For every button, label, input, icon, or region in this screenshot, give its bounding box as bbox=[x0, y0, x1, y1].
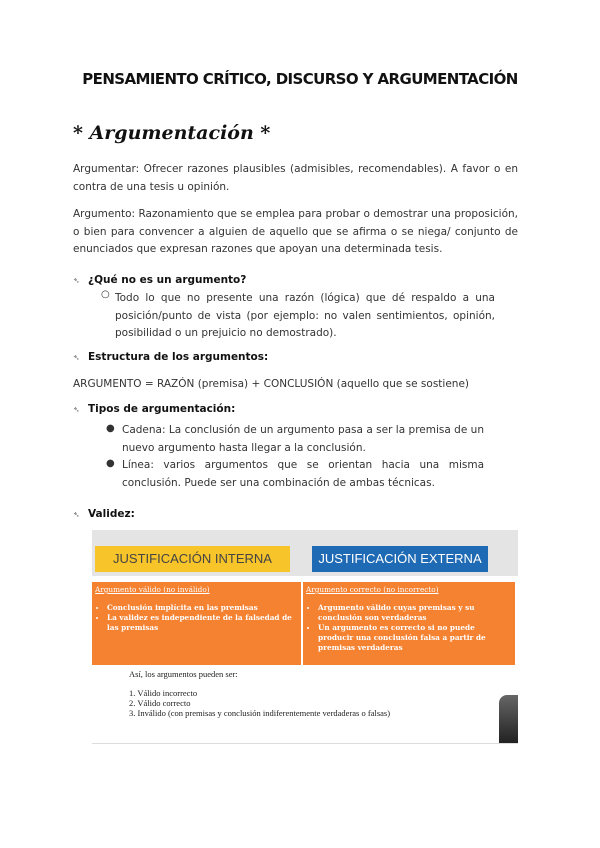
heading-validez: Validez: bbox=[88, 508, 135, 520]
formula: ARGUMENTO = RAZÓN (premisa) + CONCLUSIÓN (aquello que se sostiene) bbox=[73, 378, 470, 390]
cell-header: Argumento válido (no inválido) bbox=[95, 585, 210, 594]
correct-argument-cell bbox=[303, 582, 515, 665]
arrow-bullet-icon: ➴ bbox=[73, 405, 80, 414]
internal-justification-label: JUSTIFICACIÓN INTERNA bbox=[95, 546, 290, 572]
disc-bullet-icon: ● bbox=[106, 423, 115, 434]
cell-item: • La validez es independiente de la falsedad de las premisas bbox=[107, 613, 298, 633]
list-item: Cadena: La conclusión de un argumento pasa a ser la premisa de un nuevo argumento hasta llegar a la conclusión. bbox=[122, 424, 484, 454]
list-item: Todo lo que no presente una razón (lógica) que dé respaldo a una posición/punto de vista (por ejemplo: no valen sentimientos, opinión, posibilidad o un prejuicio no demostrado). bbox=[115, 292, 495, 339]
list-item: Válido incorrecto bbox=[137, 688, 198, 698]
cell-item: • Conclusión implícita en las premisas bbox=[107, 603, 298, 613]
cell-item: • Un argumento es correcto si no puede producir una conclusión falsa a partir de premisas verdaderas bbox=[318, 623, 512, 653]
external-justification-label: JUSTIFICACIÓN EXTERNA bbox=[312, 546, 488, 572]
slide-intro: Así, los argumentos pueden ser: bbox=[129, 669, 238, 679]
arrow-bullet-icon: ➴ bbox=[73, 353, 80, 362]
list-item: Válido correcto bbox=[137, 698, 191, 708]
valid-argument-cell bbox=[92, 582, 301, 665]
slide-list: 1. Válido incorrecto 2. Válido correcto 3. Inválido (con premisas y conclusión indiferentemente verdaderas o falsas) bbox=[129, 688, 391, 718]
paragraph-argumentar: Argumentar: Ofrecer razones plausibles (admisibles, recomendables). A favor o en contra de una tesis u opinión. bbox=[73, 163, 518, 193]
disc-bullet-icon: ● bbox=[106, 458, 115, 469]
heading-que-no-es: ¿Qué no es un argumento? bbox=[88, 274, 247, 286]
page-title: PENSAMIENTO CRÍTICO, DISCURSO Y ARGUMENTACIÓN bbox=[82, 70, 518, 88]
list-item: Línea: varios argumentos que se orientan hacia una misma conclusión. Puede ser una combinación de ambas técnicas. bbox=[122, 459, 484, 489]
cell-item: • Argumento válido cuyas premisas y su conclusión son verdaderas bbox=[318, 603, 512, 623]
photo-fragment bbox=[499, 695, 518, 743]
heading-tipos: Tipos de argumentación: bbox=[88, 403, 236, 415]
paragraph-argumento: Argumento: Razonamiento que se emplea para probar o demostrar una proposición, o bien para convencer a alguien de aquello que se afirma o se niega/ conjunto de enunciados que expresan razones que apoyan una determinada tesis. bbox=[73, 208, 518, 255]
cell-header: Argumento correcto (no incorrecto) bbox=[306, 585, 439, 594]
validity-slide-image bbox=[92, 530, 518, 745]
heading-estructura: Estructura de los argumentos: bbox=[88, 351, 269, 363]
section-title: * Argumentación * bbox=[73, 122, 271, 144]
arrow-bullet-icon: ➴ bbox=[73, 276, 80, 285]
list-item: Inválido (con premisas y conclusión indiferentemente verdaderas o falsas) bbox=[137, 708, 391, 718]
divider bbox=[92, 743, 518, 744]
circle-bullet-icon: ○ bbox=[101, 289, 110, 300]
arrow-bullet-icon: ➴ bbox=[73, 510, 80, 519]
